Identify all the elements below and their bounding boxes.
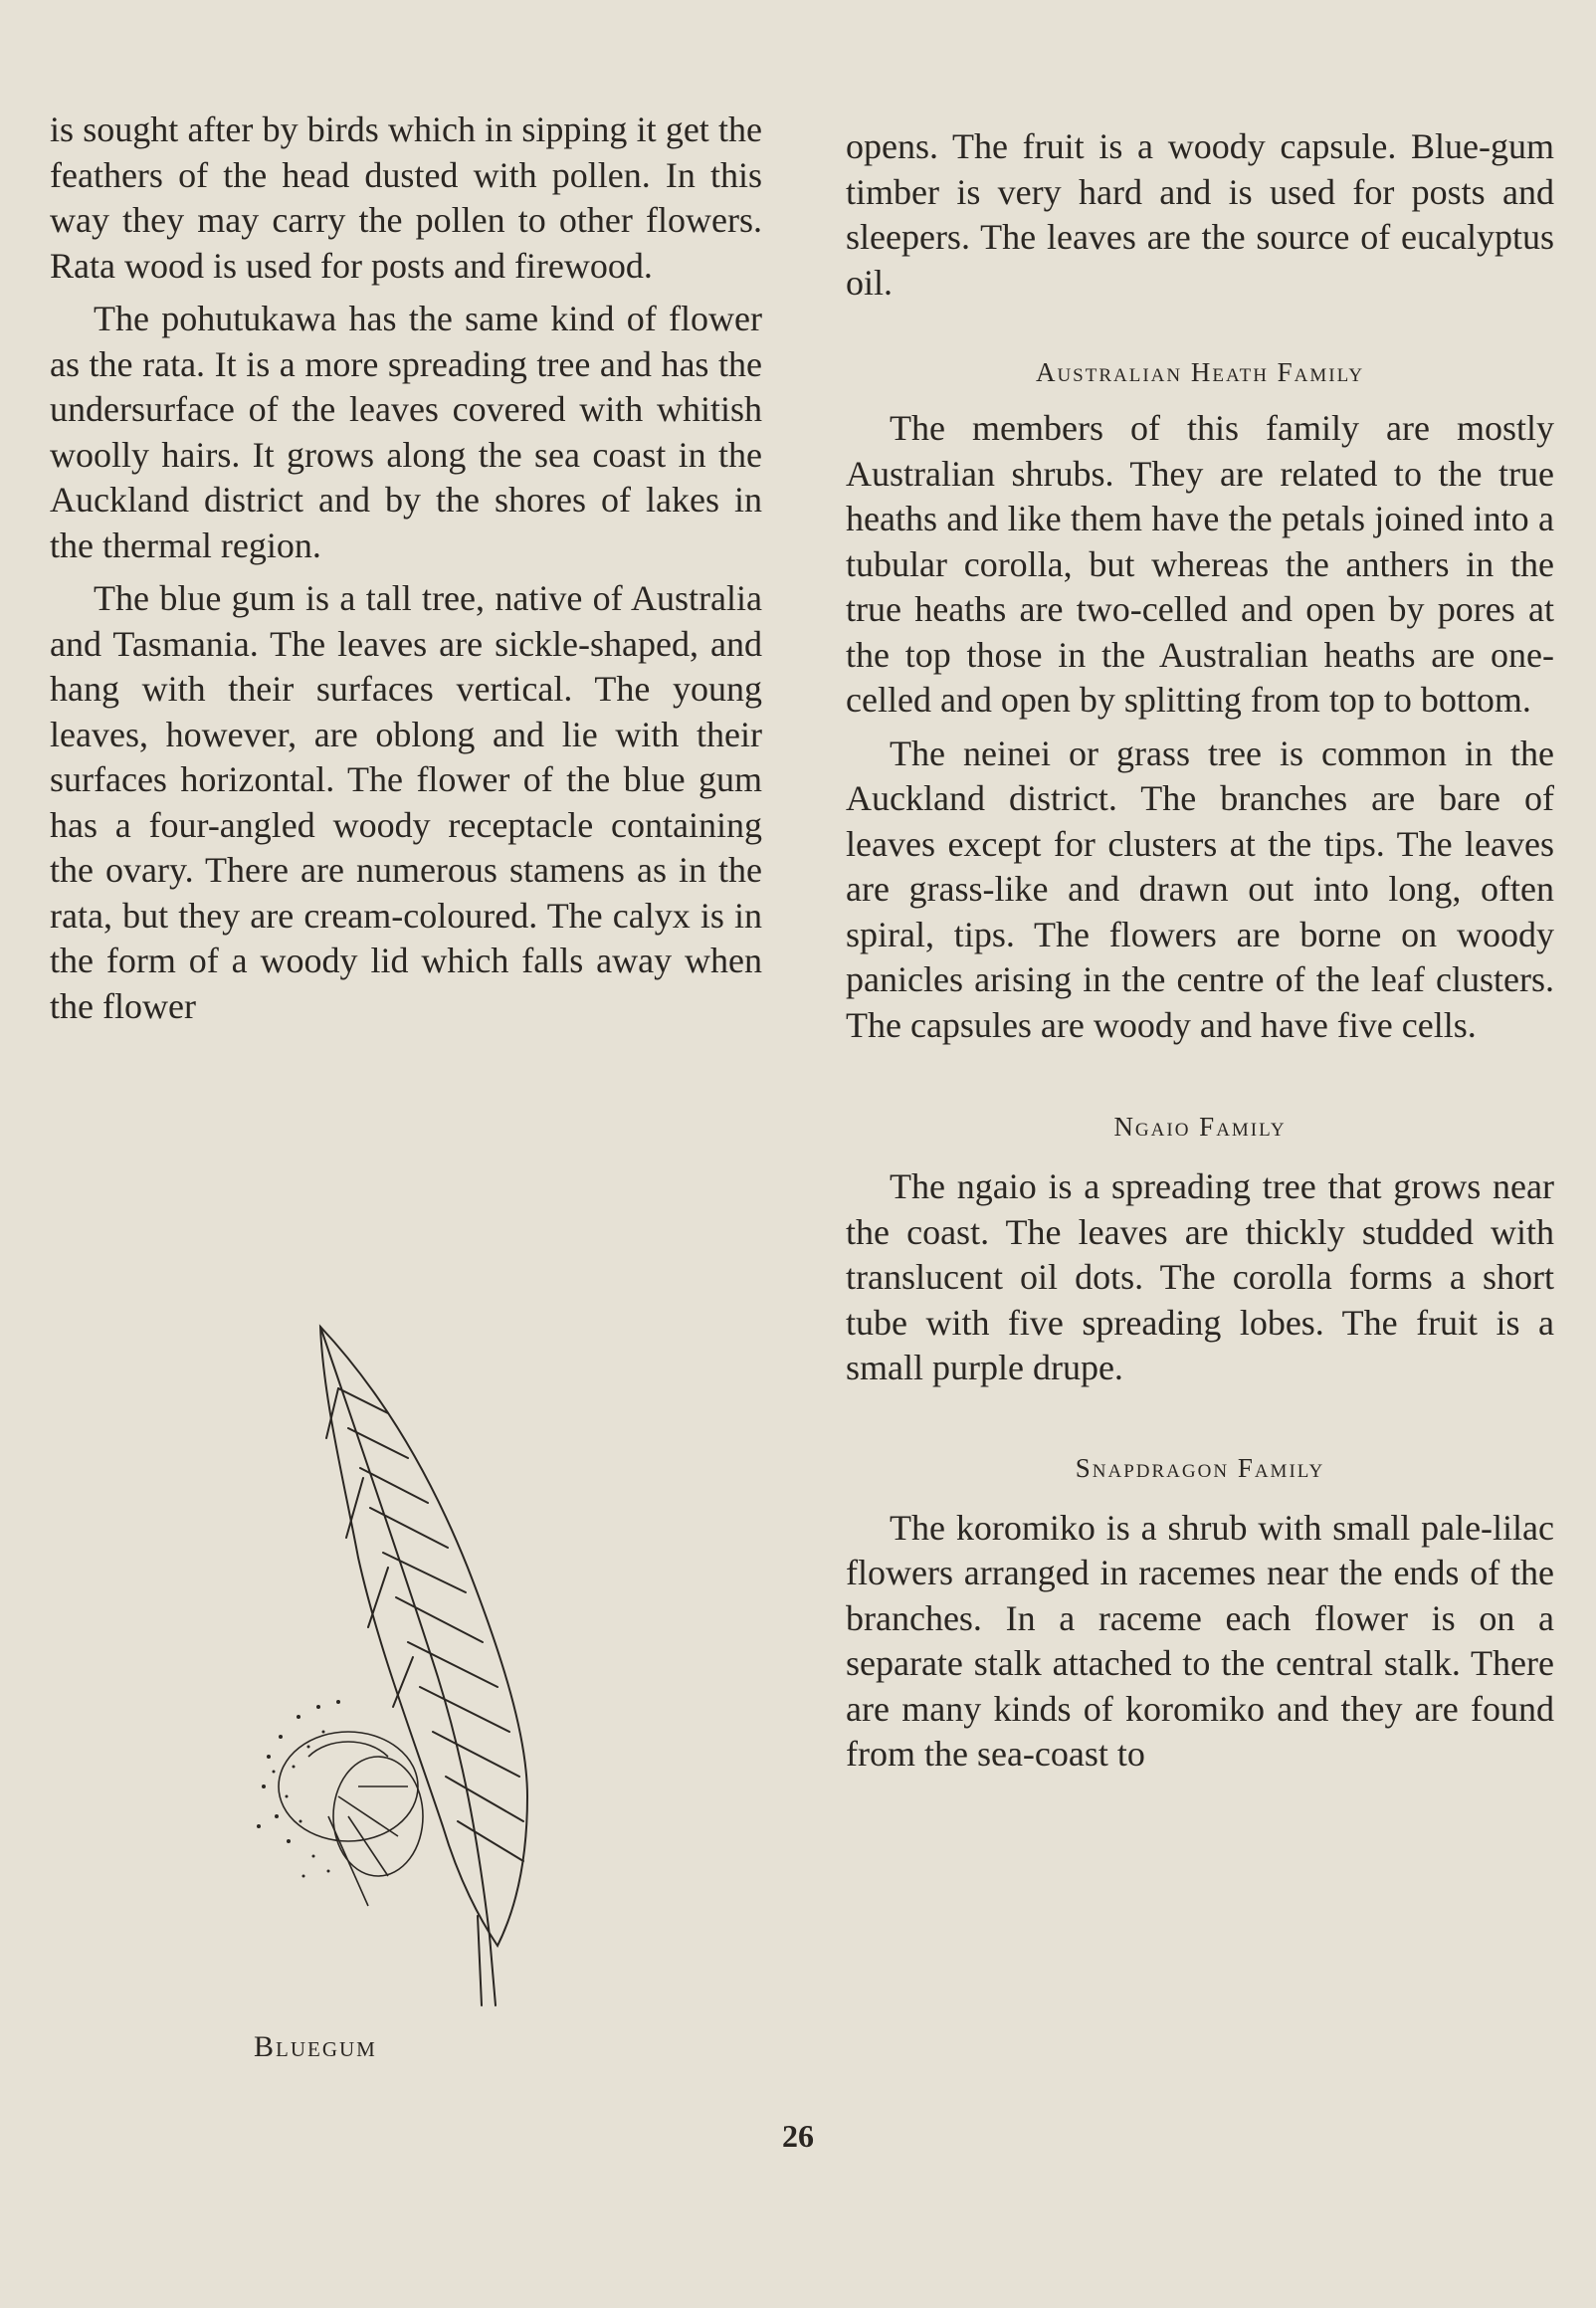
paragraph-blue-gum-continued: opens. The fruit is a woody capsule. Blue-gum timber is very hard and is used for posts and sleepers. The leaves are the source of eucalyptus oil. <box>846 126 1554 303</box>
heading-ngaio-family: Ngaio Family <box>1113 1112 1287 1142</box>
right-column <box>846 124 1554 1778</box>
paragraph-ngaio: The ngaio is a spreading tree that grows near the coast. The leaves are thickly studded with translucent oil dots. The corolla forms a short tube with five spreading lobes. The fruit is a small purple drupe. <box>846 1166 1554 1387</box>
paragraph-rata-wood: is sought after by birds which in sipping it get the feathers of the head dusted with pollen. In this way they may carry the pollen to other flowers. Rata wood is used for posts and firewood. <box>50 109 762 286</box>
heading-snapdragon-family: Snapdragon Family <box>1075 1452 1325 1483</box>
paragraph-australian-heath: The members of this family are mostly Australian shrubs. They are related to the true heaths and like them have the petals joined into a tubular corolla, but whereas the anthers in the true heaths are two-celled and open by pores at the top those in the Australian heaths are one-celled and open by splitting from top to bottom. <box>846 408 1554 720</box>
bluegum-leaf-icon <box>229 1319 587 2015</box>
paragraph-koromiko: The koromiko is a shrub with small pale-lilac flowers arranged in racemes near the ends of the branches. In a raceme each flower is on a separate stalk attached to the central stalk. There are many kinds of koromiko and they are found from the sea-coast to <box>846 1507 1554 1774</box>
bluegum-illustration <box>229 1319 587 2015</box>
paragraph-blue-gum: The blue gum is a tall tree, native of Australia and Tasmania. The leaves are sickle-shaped, and hang with their surfaces vertical. The young leaves, however, are oblong and lie with their surfaces horizontal. The flower of the blue gum has a four-angled woody receptacle containing the ovary. There are numerous stamens as in the rata, but they are cream-coloured. The calyx is in the form of a woody lid which falls away when the flower <box>50 578 762 1026</box>
paragraph-pohutukawa: The pohutukawa has the same kind of flower as the rata. It is a more spreading tree and has the undersurface of the leaves covered with whitish woolly hairs. It grows along the sea coast in the Auckland district and by the shores of lakes in the thermal region. <box>50 299 762 565</box>
left-column <box>50 107 762 1029</box>
heading-australian-heath-family: Australian Heath Family <box>1035 357 1365 387</box>
figure-caption: Bluegum <box>254 2030 377 2063</box>
paragraph-neinei: The neinei or grass tree is common in the Auckland district. The branches are bare of leaves except for clusters at the tips. The leaves are grass-like and drawn out into long, often spiral, tips. The flowers are borne on woody panicles arising in the centre of the leaf clusters. The capsules are woody and have five cells. <box>846 733 1554 1045</box>
page-number: 26 <box>782 2118 814 2154</box>
